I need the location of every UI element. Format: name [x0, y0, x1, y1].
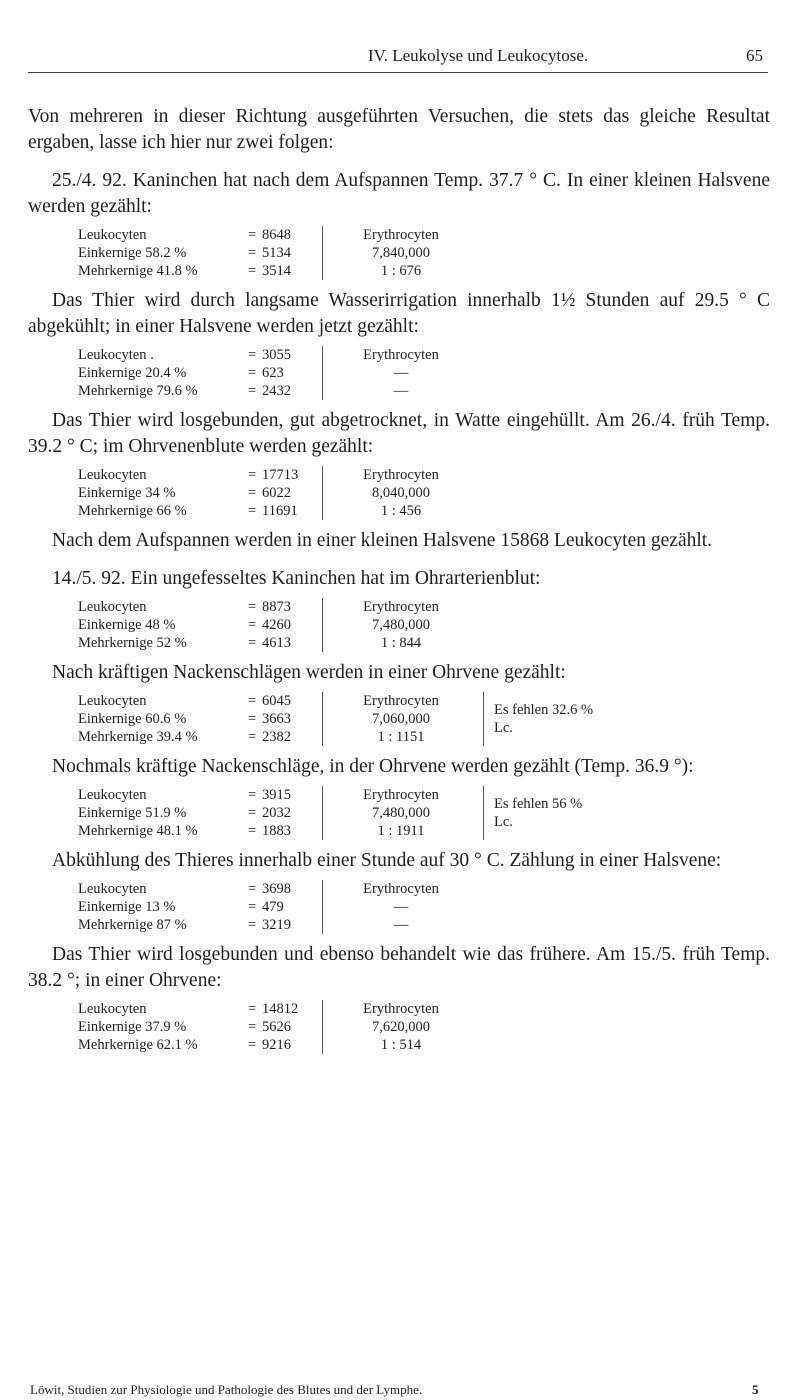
cell-equals: =	[248, 917, 257, 933]
chapter-title: IV. Leukolyse und Leukocytose.	[368, 46, 589, 65]
cell-equals: =	[248, 805, 257, 821]
cell-equals: =	[248, 365, 257, 381]
count-table	[78, 1000, 770, 1054]
cell-label: Einkernige 51.9 %	[78, 805, 187, 821]
table-row	[78, 1036, 471, 1054]
count-table	[78, 466, 770, 520]
table-row	[78, 466, 471, 484]
cell-label: Leukocyten	[78, 881, 147, 897]
cell-label: Leukocyten	[78, 1001, 147, 1017]
cell-label: Mehrkernige 52 %	[78, 635, 187, 651]
table-row	[78, 262, 471, 280]
table-row	[78, 880, 471, 898]
cell-label: Leukocyten	[78, 227, 147, 243]
cell-erythrocytes: 7,620,000	[322, 1018, 471, 1036]
cell-equals: =	[248, 1001, 257, 1017]
cell-erythrocytes: 1 : 676	[322, 262, 471, 280]
cell-equals: =	[248, 263, 257, 279]
cell-erythrocytes: Erythrocyten	[322, 880, 471, 898]
table-note: Es fehlen 32.6 % Lc.	[483, 692, 604, 746]
cell-erythrocytes: Erythrocyten	[322, 346, 471, 364]
paragraph: Das Thier wird durch langsame Wasserirrigation innerhalb 1½ Stunden auf 29.5 ° C abgekühlt; in einer Halsvene werden jetzt gezählt:	[28, 290, 770, 337]
cell-label: Mehrkernige 39.4 %	[78, 729, 198, 745]
count-table	[78, 880, 770, 934]
table-row	[78, 484, 471, 502]
cell-equals: =	[248, 787, 257, 803]
cell-count: 8873	[262, 599, 291, 615]
cell-label: Leukocyten	[78, 693, 147, 709]
cell-label: Leukocyten	[78, 787, 147, 803]
cell-count: 11691	[262, 503, 298, 519]
table-row	[78, 616, 471, 634]
cell-count: 5134	[262, 245, 291, 261]
table-row	[78, 822, 471, 840]
count-table	[78, 346, 770, 400]
cell-label: Einkernige 58.2 %	[78, 245, 187, 261]
cell-erythrocytes: —	[322, 382, 471, 400]
table-row	[78, 364, 471, 382]
table-row	[78, 804, 471, 822]
cell-label: Einkernige 60.6 %	[78, 711, 187, 727]
cell-equals: =	[248, 1037, 257, 1053]
cell-count: 3663	[262, 711, 291, 727]
cell-count: 479	[262, 899, 284, 915]
cell-label: Einkernige 48 %	[78, 617, 176, 633]
cell-erythrocytes: 1 : 456	[322, 502, 471, 520]
cell-erythrocytes: 7,480,000	[322, 804, 471, 822]
cell-label: Leukocyten	[78, 599, 147, 615]
cell-equals: =	[248, 1019, 257, 1035]
cell-label: Einkernige 13 %	[78, 899, 176, 915]
cell-count: 4613	[262, 635, 291, 651]
cell-label: Leukocyten	[78, 467, 147, 483]
cell-count: 3219	[262, 917, 291, 933]
cell-equals: =	[248, 599, 257, 615]
count-table	[78, 786, 770, 840]
cell-erythrocytes: 8,040,000	[322, 484, 471, 502]
cell-label: Einkernige 34 %	[78, 485, 176, 501]
table-row	[78, 1018, 471, 1036]
table-row	[78, 710, 471, 728]
cell-equals: =	[248, 467, 257, 483]
cell-erythrocytes: —	[322, 364, 471, 382]
table-row	[78, 502, 471, 520]
paragraph: Das Thier wird losgebunden und ebenso behandelt wie das frühere. Am 15./5. früh Temp. 38.2 °; in einer Ohrvene:	[28, 944, 770, 991]
cell-count: 5626	[262, 1019, 291, 1035]
cell-erythrocytes: 1 : 1911	[322, 822, 471, 840]
cell-erythrocytes: 7,840,000	[322, 244, 471, 262]
cell-erythrocytes: —	[322, 898, 471, 916]
cell-equals: =	[248, 823, 257, 839]
cell-count: 3915	[262, 787, 291, 803]
cell-count: 9216	[262, 1037, 291, 1053]
cell-erythrocytes: Erythrocyten	[322, 786, 471, 804]
footer-citation: Löwit, Studien zur Physiologie und Pathologie des Blutes und der Lymphe.	[30, 1382, 423, 1397]
header-rule	[28, 72, 768, 73]
cell-count: 2032	[262, 805, 291, 821]
cell-equals: =	[248, 693, 257, 709]
cell-equals: =	[248, 383, 257, 399]
cell-erythrocytes: Erythrocyten	[322, 692, 471, 710]
cell-equals: =	[248, 617, 257, 633]
running-header	[0, 46, 800, 68]
page-number: 65	[746, 46, 763, 65]
cell-count: 2432	[262, 383, 291, 399]
cell-erythrocytes: 1 : 1151	[322, 728, 471, 746]
cell-label: Mehrkernige 87 %	[78, 917, 187, 933]
cell-equals: =	[248, 245, 257, 261]
cell-label: Einkernige 37.9 %	[78, 1019, 187, 1035]
paragraph: Nach kräftigen Nackenschlägen werden in einer Ohrvene gezählt:	[52, 662, 566, 683]
paragraph: Das Thier wird losgebunden, gut abgetrocknet, in Watte eingehüllt. Am 26./4. früh Temp. 39.2 ° C; im Ohrvenenblute werden gezählt:	[28, 410, 770, 457]
cell-label: Mehrkernige 66 %	[78, 503, 187, 519]
table-note: Es fehlen 56 % Lc.	[483, 786, 604, 840]
cell-label: Mehrkernige 48.1 %	[78, 823, 198, 839]
table-row	[78, 916, 471, 934]
paragraph: Nochmals kräftige Nackenschläge, in der Ohrvene werden gezählt (Temp. 36.9 °):	[52, 756, 694, 777]
count-table	[78, 226, 770, 280]
cell-equals: =	[248, 729, 257, 745]
paragraph: Abkühlung des Thieres innerhalb einer Stunde auf 30 ° C. Zählung in einer Halsvene:	[52, 850, 722, 871]
cell-count: 6022	[262, 485, 291, 501]
paragraph: Von mehreren in dieser Richtung ausgeführten Versuchen, die stets das gleiche Resultat ergaben, lasse ich hier nur zwei folgen:	[28, 106, 770, 153]
paragraph: 14./5. 92. Ein ungefesseltes Kaninchen hat im Ohrarterienblut:	[52, 568, 541, 589]
cell-equals: =	[248, 503, 257, 519]
cell-count: 3514	[262, 263, 291, 279]
signature-mark: 5	[752, 1382, 759, 1397]
cell-erythrocytes: Erythrocyten	[322, 226, 471, 244]
cell-equals: =	[248, 635, 257, 651]
cell-count: 1883	[262, 823, 291, 839]
cell-label: Leukocyten .	[78, 347, 154, 363]
table-row	[78, 598, 471, 616]
cell-count: 6045	[262, 693, 291, 709]
table-row	[78, 382, 471, 400]
table-row	[78, 898, 471, 916]
cell-count: 3055	[262, 347, 291, 363]
table-row	[78, 244, 471, 262]
cell-count: 2382	[262, 729, 291, 745]
cell-erythrocytes: 7,480,000	[322, 616, 471, 634]
paragraph: 25./4. 92. Kaninchen hat nach dem Aufspannen Temp. 37.7 ° C. In einer kleinen Halsvene werden gezählt:	[28, 170, 770, 217]
cell-equals: =	[248, 347, 257, 363]
cell-label: Mehrkernige 79.6 %	[78, 383, 198, 399]
cell-equals: =	[248, 227, 257, 243]
table-row	[78, 634, 471, 652]
table-row	[78, 786, 471, 804]
paragraph: Nach dem Aufspannen werden in einer kleinen Halsvene 15868 Leukocyten gezählt.	[52, 530, 713, 551]
cell-equals: =	[248, 899, 257, 915]
table-row	[78, 226, 471, 244]
cell-erythrocytes: 7,060,000	[322, 710, 471, 728]
cell-erythrocytes: Erythrocyten	[322, 466, 471, 484]
table-row	[78, 346, 471, 364]
cell-count: 8648	[262, 227, 291, 243]
cell-count: 14812	[262, 1001, 299, 1017]
cell-erythrocytes: 1 : 514	[322, 1036, 471, 1054]
page-body	[28, 104, 770, 1062]
table-row	[78, 692, 471, 710]
cell-erythrocytes: —	[322, 916, 471, 934]
cell-count: 4260	[262, 617, 291, 633]
cell-equals: =	[248, 485, 257, 501]
cell-label: Mehrkernige 41.8 %	[78, 263, 198, 279]
cell-erythrocytes: Erythrocyten	[322, 598, 471, 616]
count-table	[78, 692, 770, 746]
count-table	[78, 598, 770, 652]
cell-equals: =	[248, 711, 257, 727]
cell-count: 3698	[262, 881, 291, 897]
cell-equals: =	[248, 881, 257, 897]
cell-erythrocytes: Erythrocyten	[322, 1000, 471, 1018]
cell-label: Mehrkernige 62.1 %	[78, 1037, 198, 1053]
table-row	[78, 728, 471, 746]
table-row	[78, 1000, 471, 1018]
cell-erythrocytes: 1 : 844	[322, 634, 471, 652]
cell-count: 623	[262, 365, 284, 381]
cell-label: Einkernige 20.4 %	[78, 365, 187, 381]
cell-count: 17713	[262, 467, 299, 483]
